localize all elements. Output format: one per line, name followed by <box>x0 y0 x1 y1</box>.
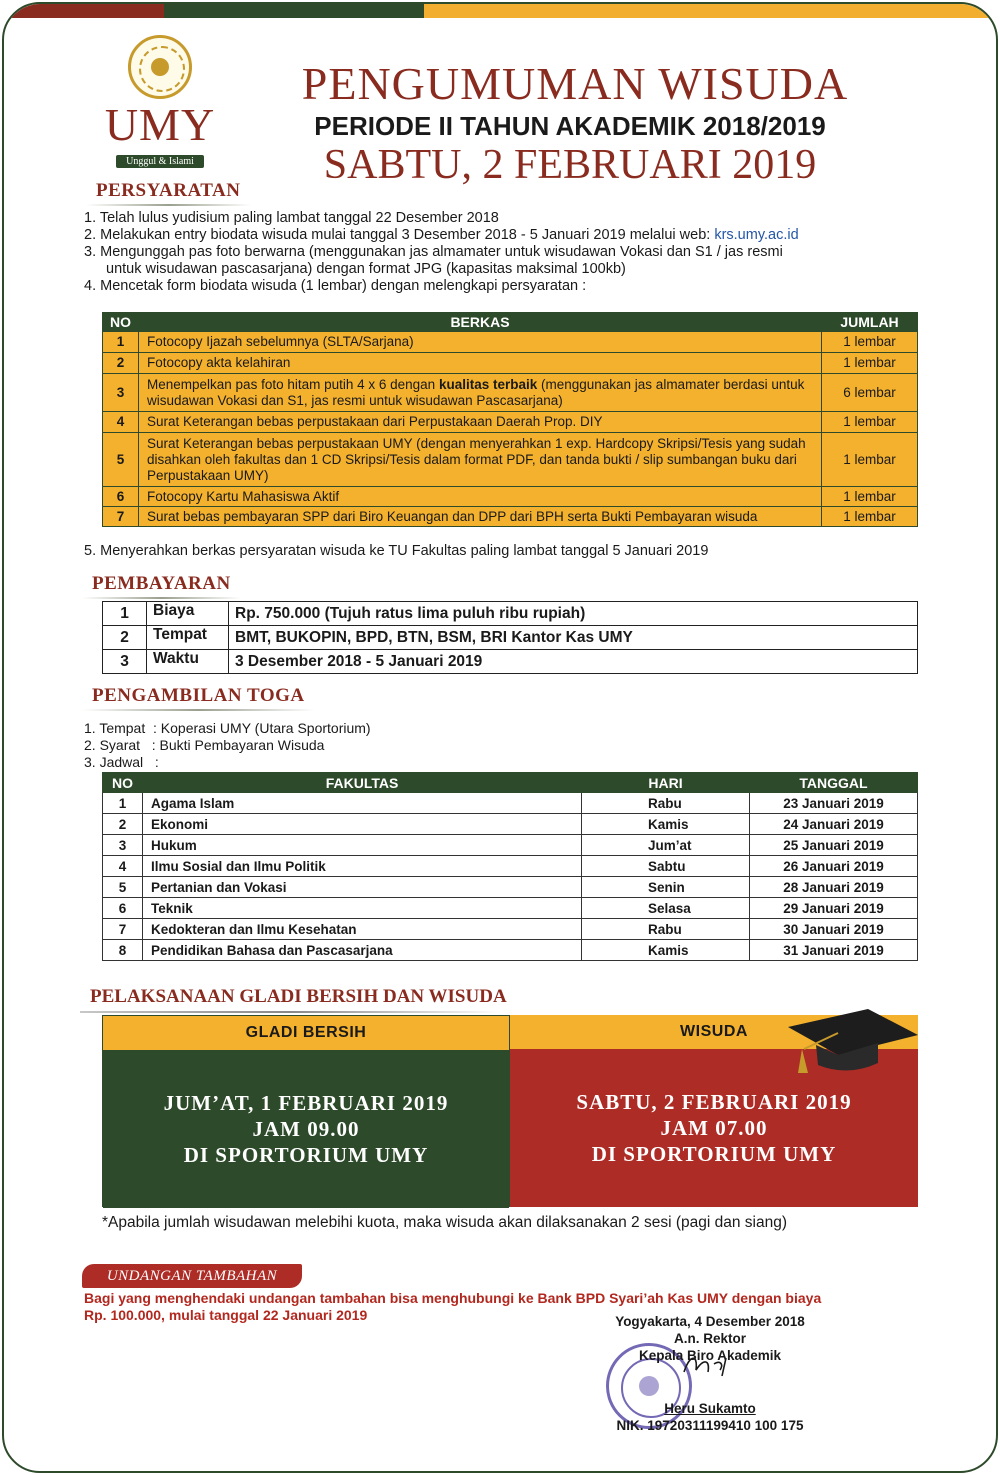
period-subtitle: PERIODE II TAHUN AKADEMIK 2018/2019 <box>314 111 826 141</box>
cell-tanggal: 23 Januari 2019 <box>750 793 918 814</box>
cell-berkas: Fotocopy akta kelahiran <box>139 353 822 374</box>
cell-berkas-bold: kualitas terbaik <box>438 376 538 392</box>
cell-hari: Selasa <box>582 898 750 919</box>
pelaksanaan-divider <box>80 1011 500 1013</box>
umy-wordmark: UMY <box>104 99 216 150</box>
cell-jumlah: 1 lembar <box>822 353 918 374</box>
toga-item-1: 1. Tempat : Koperasi UMY (Utara Sportorium) <box>84 720 371 736</box>
persyaratan-item-2-text: 2. Melakukan entry biodata wisuda mulai tanggal 3 Desember 2018 - 5 Januari 2019 melalui web: <box>84 227 715 243</box>
sign-position: Kepala Biro Akademik <box>638 1348 782 1363</box>
cell-hari: Rabu <box>582 793 750 814</box>
cell-hari: Jum’at <box>582 835 750 856</box>
page-title: PENGUMUMAN WISUDA <box>301 58 849 109</box>
cell-no: 1 <box>103 602 147 626</box>
kuota-note: *Apabila jumlah wisudawan melebihi kuota, maka wisuda akan dilaksanakan 2 sesi (pagi dan siang) <box>102 1214 787 1231</box>
cell-value: 3 Desember 2018 - 5 Januari 2019 <box>229 650 918 674</box>
table-row <box>103 332 918 353</box>
persyaratan-item-1: 1. Telah lulus yudisium paling lambat tanggal 22 Desember 2018 <box>84 210 499 226</box>
cell-no: 7 <box>103 919 143 940</box>
gladi-time: JAM 09.00 <box>252 1117 360 1141</box>
jadwal-col-tanggal: TANGGAL <box>750 773 918 793</box>
cell-berkas: Surat Keterangan bebas perpustakaan UMY (dengan menyerahkan 1 exp. Hardcopy Skripsi/Tesis yang sudah disahkan oleh fakultas dan 1 CD Skripsi/Tesis dalam format PDF, dan tanda bukti / slip sumbangan buku dari Perpustakaan UMY) <box>139 433 822 487</box>
cell-jumlah: 6 lembar <box>822 374 918 412</box>
table-row <box>103 650 918 674</box>
cell-fakultas: Hukum <box>143 835 582 856</box>
cell-label: Tempat <box>147 626 229 650</box>
table-row <box>103 814 918 835</box>
undangan-heading: UNDANGAN TAMBAHAN <box>82 1264 302 1288</box>
gladi-place: DI SPORTORIUM UMY <box>183 1143 429 1167</box>
cell-jumlah: 1 lembar <box>822 487 918 507</box>
sign-nik: NIK. 19720311199410 100 175 <box>616 1418 804 1433</box>
cell-label: Biaya <box>147 602 229 626</box>
cell-berkas <box>139 374 822 412</box>
cell-no: 3 <box>103 374 139 412</box>
berkas-header-row <box>103 313 918 332</box>
cell-tanggal: 25 Januari 2019 <box>750 835 918 856</box>
cell-berkas: Surat Keterangan bebas perpustakaan dari Perpustakaan Daerah Prop. DIY <box>139 412 822 433</box>
cell-value: Rp. 750.000 (Tujuh ratus lima puluh ribu rupiah) <box>229 602 918 626</box>
jadwal-table <box>102 772 918 961</box>
graduation-cap-icon <box>778 1005 923 1085</box>
gladi-bersih-title: GLADI BERSIH <box>103 1016 509 1050</box>
toga-item-3: 3. Jadwal : <box>84 754 159 770</box>
cell-no: 2 <box>103 626 147 650</box>
cell-jumlah: 1 lembar <box>822 507 918 527</box>
berkas-col-no: NO <box>103 313 139 332</box>
table-row <box>103 793 918 814</box>
persyaratan-item-3-cont: untuk wisudawan pascasarjana) dengan format JPG (kapasitas maksimal 100kb) <box>106 261 626 277</box>
sign-an: A.n. Rektor <box>673 1331 746 1346</box>
cell-hari: Kamis <box>582 814 750 835</box>
cell-hari: Senin <box>582 877 750 898</box>
table-row <box>103 856 918 877</box>
cell-fakultas: Ilmu Sosial dan Ilmu Politik <box>143 856 582 877</box>
cell-label: Waktu <box>147 650 229 674</box>
gladi-bersih-body <box>103 1050 509 1208</box>
signature-block <box>560 1313 860 1434</box>
persyaratan-item-5: 5. Menyerahkan berkas persyaratan wisuda ke TU Fakultas paling lambat tanggal 5 Januari 2019 <box>84 543 709 559</box>
cell-no: 5 <box>103 433 139 487</box>
cell-jumlah: 1 lembar <box>822 332 918 353</box>
event-date: SABTU, 2 FEBRUARI 2019 <box>323 142 817 188</box>
gladi-date: JUM’AT, 1 FEBRUARI 2019 <box>163 1091 449 1115</box>
table-row <box>103 353 918 374</box>
cell-jumlah: 1 lembar <box>822 412 918 433</box>
wisuda-time: JAM 07.00 <box>660 1116 768 1140</box>
cell-hari: Sabtu <box>582 856 750 877</box>
berkas-col-berkas: BERKAS <box>139 313 822 332</box>
table-row <box>103 898 918 919</box>
persyaratan-item-4: 4. Mencetak form biodata wisuda (1 lembar) dengan melengkapi persyaratan : <box>84 278 587 294</box>
cell-hari: Kamis <box>582 940 750 961</box>
krs-link[interactable]: krs.umy.ac.id <box>714 227 799 243</box>
table-row <box>103 374 918 412</box>
umy-logo <box>95 35 225 165</box>
cell-no: 4 <box>103 412 139 433</box>
toga-item-2: 2. Syarat : Bukti Pembayaran Wisuda <box>84 737 325 753</box>
cell-no: 5 <box>103 877 143 898</box>
cell-fakultas: Agama Islam <box>143 793 582 814</box>
table-row <box>103 835 918 856</box>
gladi-bersih-block <box>102 1015 510 1207</box>
cell-fakultas: Kedokteran dan Ilmu Kesehatan <box>143 919 582 940</box>
cell-tanggal: 24 Januari 2019 <box>750 814 918 835</box>
table-row <box>103 877 918 898</box>
toga-list <box>84 720 371 771</box>
wisuda-date: SABTU, 2 FEBRUARI 2019 <box>576 1090 852 1114</box>
cell-no: 7 <box>103 507 139 527</box>
table-row <box>103 602 918 626</box>
table-row <box>103 412 918 433</box>
sign-name: Heru Sukamto <box>664 1401 756 1416</box>
cell-tanggal: 31 Januari 2019 <box>750 940 918 961</box>
sign-place-date: Yogyakarta, 4 Desember 2018 <box>615 1314 805 1329</box>
jadwal-header-row <box>103 773 918 793</box>
wisuda-title: WISUDA <box>510 1015 918 1049</box>
persyaratan-item-3: 3. Mengunggah pas foto berwarna (menggunakan jas almamater untuk wisudawan Vokasi dan S1 / jas resmi <box>84 244 783 260</box>
wisuda-place: DI SPORTORIUM UMY <box>591 1142 837 1166</box>
cell-no: 1 <box>103 332 139 353</box>
table-row <box>103 433 918 487</box>
umy-tagline: Unggul & Islami <box>116 155 204 168</box>
cell-fakultas: Pendidikan Bahasa dan Pascasarjana <box>143 940 582 961</box>
top-bar-gold <box>424 4 996 18</box>
cell-tanggal: 29 Januari 2019 <box>750 898 918 919</box>
cell-no: 3 <box>103 835 143 856</box>
table-row <box>103 919 918 940</box>
cell-berkas-part1: Menempelkan pas foto hitam putih 4 x 6 dengan <box>147 376 439 392</box>
cell-no: 6 <box>103 898 143 919</box>
jadwal-col-hari: HARI <box>582 773 750 793</box>
cell-no: 4 <box>103 856 143 877</box>
cell-tanggal: 30 Januari 2019 <box>750 919 918 940</box>
top-color-bar <box>4 4 996 18</box>
cell-no: 3 <box>103 650 147 674</box>
cell-no: 2 <box>103 814 143 835</box>
cell-value: BMT, BUKOPIN, BPD, BTN, BSM, BRI Kantor Kas UMY <box>229 626 918 650</box>
toga-heading: PENGAMBILAN TOGA <box>92 685 305 706</box>
pembayaran-table <box>102 601 918 674</box>
persyaratan-list <box>84 210 799 295</box>
jadwal-col-fakultas: FAKULTAS <box>143 773 582 793</box>
cell-fakultas: Ekonomi <box>143 814 582 835</box>
undangan-line-1: Bagi yang menghendaki undangan tambahan bisa menghubungi ke Bank BPD Syari’ah Kas UMY dengan biaya <box>84 1290 822 1306</box>
cell-no: 6 <box>103 487 139 507</box>
table-row <box>103 487 918 507</box>
signature-space <box>560 1364 860 1400</box>
persyaratan-heading: PERSYARATAN <box>96 180 241 201</box>
undangan-line-2: Rp. 100.000, mulai tanggal 22 Januari 2019 <box>84 1307 368 1323</box>
cell-fakultas: Teknik <box>143 898 582 919</box>
cell-no: 8 <box>103 940 143 961</box>
pelaksanaan-heading: PELAKSANAAN GLADI BERSIH DAN WISUDA <box>90 986 507 1007</box>
berkas-col-jumlah: JUMLAH <box>822 313 918 332</box>
umy-seal-icon <box>128 35 192 99</box>
cell-hari: Rabu <box>582 919 750 940</box>
top-bar-maroon <box>4 4 164 18</box>
berkas-table <box>102 312 918 527</box>
jadwal-col-no: NO <box>103 773 143 793</box>
cell-no: 2 <box>103 353 139 374</box>
cell-tanggal: 28 Januari 2019 <box>750 877 918 898</box>
cell-berkas: Surat bebas pembayaran SPP dari Biro Keuangan dan DPP dari BPH serta Bukti Pembayaran wisuda <box>139 507 822 527</box>
persyaratan-item-2 <box>84 227 799 244</box>
table-row <box>103 507 918 527</box>
cell-berkas: Fotocopy Ijazah sebelumnya (SLTA/Sarjana) <box>139 332 822 353</box>
top-bar-green <box>164 4 424 18</box>
cell-tanggal: 26 Januari 2019 <box>750 856 918 877</box>
cell-berkas: Fotocopy Kartu Mahasiswa Aktif <box>139 487 822 507</box>
table-row <box>103 940 918 961</box>
table-row <box>103 626 918 650</box>
cell-no: 1 <box>103 793 143 814</box>
cell-jumlah: 1 lembar <box>822 433 918 487</box>
pembayaran-heading: PEMBAYARAN <box>92 573 231 594</box>
cell-berkas-part2: (menggunakan jas almamater berdasi untuk wisudawan Vokasi dan S1, jas resmi untuk wisudawan Pascasarjana) <box>147 376 805 408</box>
cell-fakultas: Pertanian dan Vokasi <box>143 877 582 898</box>
